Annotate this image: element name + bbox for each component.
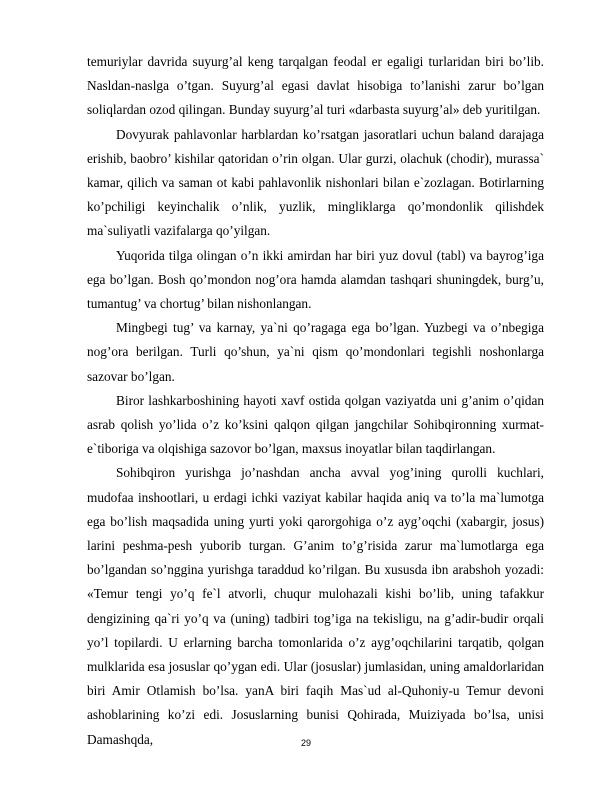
paragraph: Biror lashkarboshining hayoti xavf ostida qolgan vaziyatda uni g’anim o’qidan asrab qolish yo’lida o’z ko’ksini qalqon qilgan jangchilar Sohibqironning xurmat-e`tiboriga va olqishiga sazovor bo’lgan, maxsus inoyatlar bilan taqdirlangan. [87, 392, 544, 457]
paragraph: Yuqorida tilga olingan o’n ikki amirdan har biri yuz dovul (tabl) va bayrog’iga ega bo’lgan. Bosh qo’mondon nog’ora hamda alamdan tashqari shuningdek, burg’u, tumantug’ va chortug’ bilan nishonlangan. [87, 247, 544, 312]
paragraph: Sohibqiron yurishga jo’nashdan ancha avval yog’ining qurolli kuchlari, mudofaa inshootlari, u erdagi ichki vaziyat kabilar haqida aniq va to’la ma`lumotga ega bo’lish maqsadida uning yurti yoki qarorgohiga o’z ayg’oqchi (xabargir, josus) larini peshma-pesh yuborib turgan. G’anim to’g’risida zarur ma`lumotlarga ega bo’lgandan so’nggina yurishga taraddud ko’rilgan. Bu xususda ibn arabshoh yozadi: «Temur tengi yo’q fe`l atvorli, chuqur mulohazali kishi bo’lib, uning tafakkur dengizining qa`ri yo’q va (uning) tadbiri tog’iga na tekisligu, na g’adir-budir orqali yo’l topilardi. U erlarning barcha tomonlarida o’z ayg’oqchilarini tarqatib, qolgan mulklarida esa josuslar qo’ygan edi. Ular (josuslar) jumlasidan, uning amaldorlaridan biri Amir Otlamish bo’lsa. yanA biri faqih Mas`ud al-Quhoniy-u Temur devoni ashoblarining ko’zi edi. Josuslarning bunisi Qohirada, Muiziyada bo’lsa, unisi Damashqda, [87, 465, 544, 747]
page-number: 29 [300, 738, 311, 748]
paragraph: Dovyurak pahlavonlar harblardan ko’rsatgan jasoratlari uchun baland darajaga erishib, baobro’ kishilar qatoridan o’rin olgan. Ular gurzi, olachuk (chodir), murassa` kamar, qilich va saman ot kabi pahlavonlik nishonlari bilan e`zozlagan. Botirlarning ko’pchiligi keyinchalik o’nlik, yuzlik, mingliklarga qo’mondonlik qilishdek ma`suliyatli vazifalarga qo’yilgan. [87, 126, 544, 239]
paragraph: Mingbegi tug’ va karnay, ya`ni qo’ragaga ega bo’lgan. Yuzbegi va o’nbegiga nog’ora berilgan. Turli qo’shun, ya`ni qism qo’mondonlari tegishli noshonlarga sazovar bo’lgan. [87, 320, 544, 384]
paragraph: temuriylar davrida suyurg’al keng tarqalgan feodal er egaligi turlaridan biri bo’lib. Nasldan-naslga o’tgan. Suyurg’al egasi davlat hisobiga to’lanishi zarur bo’lgan soliqlardan ozod qilingan. Bunday suyurg’al turi «darbasta suyurg’al» deb yuritilgan. [87, 54, 544, 118]
body-text [87, 50, 544, 752]
